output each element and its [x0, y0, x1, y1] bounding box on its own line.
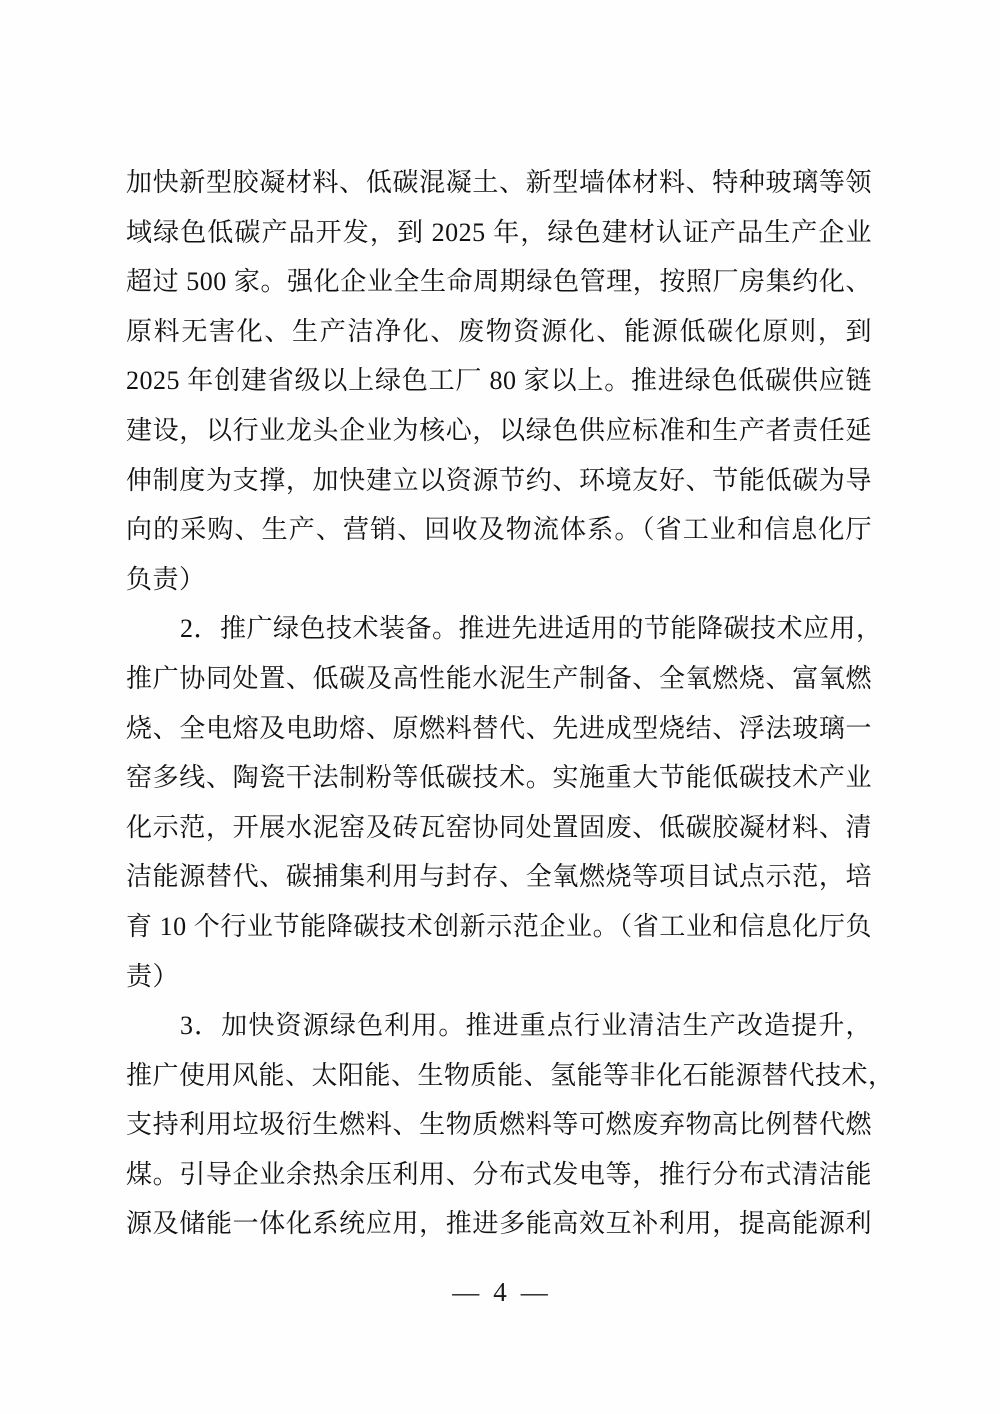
body-text [126, 158, 895, 1249]
text-line: 超过 500 家。强化企业全生命周期绿色管理，按照厂房集约化、 [126, 267, 872, 297]
paragraph-3 [126, 1001, 895, 1249]
text-line: 伸制度为支撑，加快建立以资源节约、环境友好、节能低碳为导 [126, 465, 872, 495]
page-footer [0, 1272, 1000, 1312]
text-line: 源及储能一体化系统应用，推进多能高效互补利用，提高能源利 [126, 1209, 872, 1239]
text-line: 域绿色低碳产品开发，到 2025 年，绿色建材认证产品生产企业 [126, 217, 872, 247]
text-line: 煤。引导企业余热余压利用、分布式发电等，推行分布式清洁能 [126, 1159, 872, 1189]
footer-left-dash: — [452, 1277, 480, 1307]
text-line: 原料无害化、生产洁净化、废物资源化、能源低碳化原则，到 [126, 316, 872, 346]
text-line: 负责） [126, 564, 206, 594]
text-line: 支持利用垃圾衍生燃料、生物质燃料等可燃废弃物高比例替代燃 [126, 1110, 872, 1140]
text-line: 责） [126, 961, 180, 991]
text-line: 2025 年创建省级以上绿色工厂 80 家以上。推进绿色低碳供应链 [126, 366, 872, 396]
text-line: 加快新型胶凝材料、低碳混凝土、新型墙体材料、特种玻璃等领 [126, 168, 872, 197]
text-line: 推广协同处置、低碳及高性能水泥生产制备、全氧燃烧、富氧燃 [126, 663, 872, 693]
paragraph-2 [126, 604, 883, 1001]
text-line: 建设，以行业龙头企业为核心，以绿色供应标准和生产者责任延 [126, 415, 872, 445]
text-line: 育 10 个行业节能降碳技术创新示范企业。（省工业和信息化厅负 [126, 911, 872, 941]
text-line: 3．加快资源绿色利用。推进重点行业清洁生产改造提升， [180, 1011, 872, 1041]
text-line: 化示范，开展水泥窑及砖瓦窑协同处置固废、低碳胶凝材料、清 [126, 812, 872, 842]
page-number: 4 [493, 1277, 507, 1307]
text-line: 向的采购、生产、营销、回收及物流体系。（省工业和信息化厅 [126, 515, 872, 545]
text-line: 窑多线、陶瓷干法制粉等低碳技术。实施重大节能低碳技术产业 [126, 763, 872, 793]
footer-right-dash: — [520, 1277, 548, 1307]
text-line: 推广使用风能、太阳能、生物质能、氢能等非化石能源替代技术， [126, 1060, 895, 1090]
paragraph-1 [126, 158, 872, 604]
text-line: 洁能源替代、碳捕集利用与封存、全氧燃烧等项目试点示范，培 [126, 862, 872, 892]
text-line: 2．推广绿色技术装备。推进先进适用的节能降碳技术应用， [180, 614, 883, 644]
text-line: 烧、全电熔及电助熔、原燃料替代、先进成型烧结、浮法玻璃一 [126, 713, 872, 743]
